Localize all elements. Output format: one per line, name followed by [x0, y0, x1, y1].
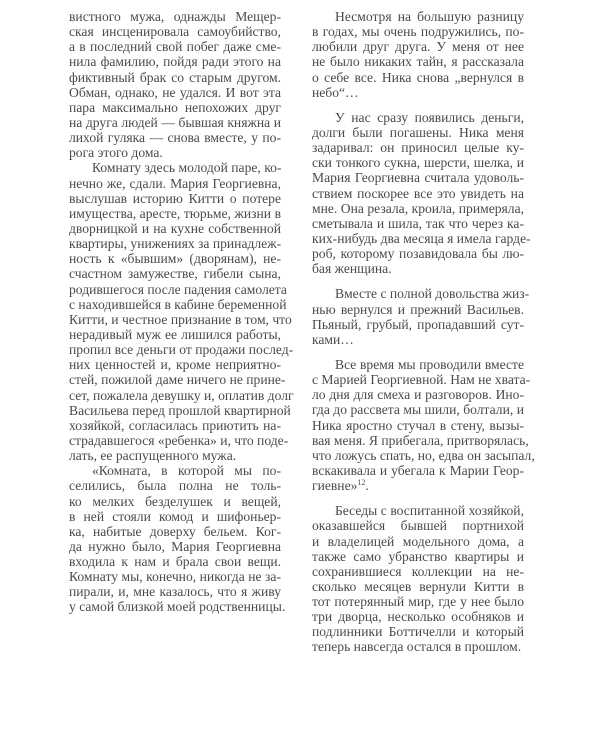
text-line: с находившейся в кабине беременной — [69, 296, 287, 312]
text-line: имущества, аресте, тюрьме, жизни в — [69, 205, 281, 221]
text-line: выслушав историю Китти о потере — [69, 190, 281, 206]
text-line: Комнату здесь молодой паре, ко- — [92, 160, 282, 176]
text-line: Китти, и честное признание в том, что — [69, 311, 292, 327]
text-line: стей, пожилой даме ничего не прине- — [69, 372, 286, 388]
text-line: да нужно было, Мария Георгиевна — [69, 538, 281, 554]
text-line: с Марией Георгиевной. Нам не хвата- — [312, 372, 531, 388]
text-column-left — [69, 9, 294, 615]
text-line: Комнату мы, конечно, никогда не за- — [69, 569, 281, 585]
text-line: вистного мужа, однажды Мещер- — [69, 9, 281, 24]
text-line: ка, набитые доверху бельем. Ког- — [69, 523, 281, 539]
text-line: любили друг друга. У меня от нее — [312, 39, 524, 55]
text-line: ло дня для смеха и разговоров. Ино- — [312, 387, 524, 403]
text-line: подлинники Боттичелли и который — [312, 624, 524, 640]
text-line: и владелицей модельного дома, а — [312, 533, 524, 549]
text-line: бая женщина. — [312, 261, 392, 277]
text-line: сет, пожалела девушку и, оплатив долг — [69, 387, 294, 403]
text-line: фиктивный брак со старым другом. — [69, 69, 281, 85]
text-line: в годах, мы очень подружились, по- — [312, 24, 524, 40]
text-line: Все время мы проводили вместе — [335, 356, 524, 372]
text-line: У нас сразу появились деньги, — [335, 109, 524, 125]
text-line: пара максимально непохожих друг — [69, 99, 281, 115]
text-line: дворницкой и на кухне собственной — [69, 220, 281, 236]
text-line: родившегося после падения самолета — [69, 281, 287, 297]
text-line: сохранившиеся коллекции на не- — [312, 563, 524, 579]
text-line: квартиры, унижениях за принадлеж- — [69, 236, 282, 252]
text-line: ких-нибудь два месяца я имела гарде- — [312, 230, 531, 246]
text-line: пропил все деньги от продажи послед- — [69, 342, 294, 358]
paragraph — [69, 160, 294, 464]
text-line: нью вернулся и прежний Васильев. — [312, 301, 524, 317]
text-line: Пьяный, грубый, пропадавший сут- — [312, 316, 524, 332]
text-line: входила к нам и брала свои вещи. — [69, 554, 281, 570]
text-line: Ника яростно стучал в стену, вызы- — [312, 417, 524, 433]
text-line: теперь навсегда остался в прошлом. — [312, 639, 522, 655]
paragraph — [69, 9, 281, 160]
text-line — [312, 478, 524, 493]
text-line: Вместе с полной довольства жиз- — [335, 286, 530, 302]
text-line: вая меня. Я прибегала, притворялась, — [312, 432, 529, 448]
text-line: три дворца, несколько особняков и — [312, 609, 524, 625]
text-line: вскакивала и убегала к Марии Геор- — [312, 462, 524, 478]
text-line: задаривал: он приносил целые ку- — [312, 140, 524, 156]
text-line: небо“… — [312, 84, 359, 100]
text-fragment: гиевне» — [312, 478, 358, 494]
text-line: пирали, и, мне казалось, что я живу — [69, 584, 281, 600]
text-line: хозяйкой, согласилась приютить на- — [69, 417, 281, 433]
text-line: лать, ее распущенного мужа. — [69, 448, 237, 464]
text-line: роб, которому позавидовала бы лю- — [312, 246, 524, 262]
text-line: на друга людей — бывшая княжна и — [69, 114, 281, 130]
text-line: Несмотря на большую разницу — [335, 9, 524, 24]
paragraph — [312, 9, 524, 100]
text-line: что ложусь спать, но, едва он засыпал, — [312, 447, 535, 463]
text-line: не было никаких тайн, я рассказала — [312, 54, 524, 70]
text-line: гда до рассвета мы шили, болтали, и — [312, 402, 524, 418]
paragraph — [312, 503, 524, 654]
text-line: Васильева перед прошлой квартирной — [69, 402, 291, 418]
text-line: страдавшегося «ребенка» и, что поде- — [69, 432, 289, 448]
text-line: сметывала и шила, так что через ка- — [312, 215, 524, 231]
text-line: нечно же, сдали. Мария Георгиевна, — [69, 175, 281, 191]
text-line: лихой гуляка — снова вместе, у по- — [69, 130, 281, 146]
text-line: мне. Она резала, кроила, примеряла, — [312, 200, 524, 216]
text-line: у самой близкой моей родственницы. — [69, 599, 286, 615]
text-line: сколько месяцев вернули Китти в — [312, 578, 524, 594]
text-line: рога этого дома. — [69, 145, 163, 161]
text-fragment: . — [365, 478, 369, 494]
text-line: долги были погашены. Ника меня — [312, 124, 524, 140]
text-line: тот потерянный мир, где у нее было — [312, 594, 524, 610]
text-line: ская инсценировала самоубийство, — [69, 24, 281, 40]
text-line: нила фамилию, пойдя ради этого на — [69, 54, 281, 70]
text-line: Беседы с воспитанной хозяйкой, — [335, 503, 524, 519]
text-line: ствием поскорее все это увидеть на — [312, 185, 524, 201]
text-line: также само убранство квартиры и — [312, 548, 524, 564]
paragraph — [312, 286, 530, 347]
text-line: ность к «бывшим» (дворянам), не- — [69, 251, 281, 267]
text-column-right — [312, 9, 535, 655]
footnote-reference: 12 — [357, 478, 366, 488]
text-line: Обман, однако, не удался. И вот эта — [69, 84, 281, 100]
text-line: счастном замужестве, гибели сына, — [69, 266, 281, 282]
text-line: ками… — [312, 331, 354, 347]
text-line: Мария Георгиевна считала удоволь- — [312, 170, 524, 186]
paragraph — [69, 463, 286, 615]
text-line: о себе все. Ника снова „вернулся в — [312, 69, 524, 85]
text-line: них ценностей и, кроме неприятно- — [69, 357, 281, 373]
text-line: селились, была полна не толь- — [69, 478, 281, 494]
text-line: а в последний свой побег даже сме- — [69, 39, 281, 55]
text-line: оказавшейся бывшей портнихой — [312, 518, 524, 534]
paragraph — [312, 356, 535, 494]
paragraph — [312, 109, 531, 277]
text-line: ко мелких безделушек и вещей, — [69, 493, 281, 509]
text-line: в ней стояли комод и шифоньер- — [69, 508, 281, 524]
text-line: нерадивый муж ее лишился работы, — [69, 326, 281, 342]
text-line: ски тонкого сукна, шерсти, шелка, и — [312, 155, 524, 171]
text-line: «Комната, в которой мы по- — [92, 463, 281, 479]
